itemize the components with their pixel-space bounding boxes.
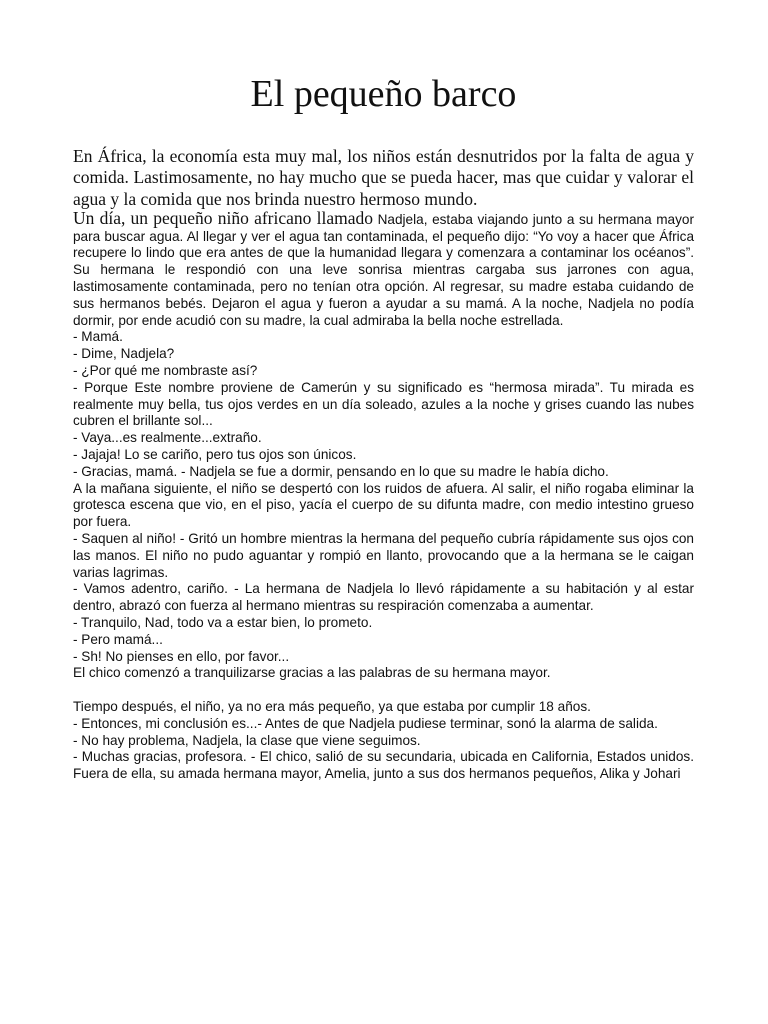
narrative-paragraph: A la mañana siguiente, el niño se despertó con los ruidos de afuera. Al salir, el niño rogaba eliminar la grotesca escena que vio, en el piso, yacía el cuerpo de su difunta madre, con medio intestino grueso por fuera. [73,480,694,530]
dialogue-line: - ¿Por qué me nombraste así? [73,363,258,379]
dialogue-line: - Pero mamá... [73,631,163,647]
narrative-paragraph: Tiempo después, el niño, ya no era más pequeño, ya que estaba por cumplir 18 años. [73,699,591,714]
dialogue-line: - Dime, Nadjela? [73,346,175,362]
narrative-paragraph: El chico comenzó a tranquilizarse gracias a las palabras de su hermana mayor. [73,665,551,681]
story-paragraph-body: Nadjela, estaba viajando junto a su hermana mayor para buscar agua. Al llegar y ver el agua tan contaminada, el pequeño dijo: “Yo voy a hacer que África recupere lo lindo que era antes de que la humanidad llegara y comenzara a contaminar los océanos”. Su hermana le respondió con una leve sonrisa mientras cargaba sus jarrones con agua, lastimosamente contaminada, pero no tenían otra opción. Al regresar, su madre estaba cuidando de sus hermanos bebés. Dejaron el agua y fueron a ayudar a su mamá. A la noche, Nadjela no podía dormir, por ende acudió con su madre, la cual admiraba la bella noche estrellada. [73,211,695,328]
dialogue-line: - Porque Este nombre proviene de Camerún y su significado es “hermosa mirada”. Tu mirada es realmente muy bella, tus ojos verdes en un día soleado, azules a la noche y grises cuando las nubes cubren el brillante sol... [73,379,694,429]
intro-paragraph: En África, la economía esta muy mal, los niños están desnutridos por la falta de agua y comida. Lastimosamente, no hay mucho que se pueda hacer, mas que cuidar y valorar el agua y la comida que nos brinda nuestro hermoso mundo. [73,146,694,209]
dialogue-line: - Mamá. [73,329,123,345]
dialogue-line: - Vamos adentro, cariño. - La hermana de Nadjela lo llevó rápidamente a su habitación y al estar dentro, abrazó con fuerza al hermano mientras su respiración comenzaba a aumentar. [73,581,694,614]
story-paragraph-lead: Un día, un pequeño niño africano llamado [73,207,373,228]
dialogue-line: - Muchas gracias, profesora. - El chico, salió de su secundaria, ubicada en California, Estados unidos. Fuera de ella, su amada hermana mayor, Amelia, junto a sus dos hermanos pequeños, Alika y Johari [73,749,694,782]
dialogue-line: - Tranquilo, Nad, todo va a estar bien, lo prometo. [73,615,373,631]
document-title: El pequeño barco [250,73,517,115]
dialogue-line: - No hay problema, Nadjela, la clase que viene seguimos. [73,732,421,748]
dialogue-line: - Gracias, mamá. - Nadjela se fue a dormir, pensando en lo que su madre le había dicho. [73,463,609,479]
dialogue-line: - Sh! No pienses en ello, por favor... [73,648,290,664]
document-page [73,0,694,783]
dialogue-line: - Jajaja! Lo se cariño, pero tus ojos son únicos. [73,447,357,463]
dialogue-line: - Saquen al niño! - Gritó un hombre mientras la hermana del pequeño cubría rápidamente sus ojos con las manos. El niño no pudo aguantar y rompió en llanto, provocando que a la hermana se le caigan varias lagrimas. [73,531,694,580]
story-lines [73,329,694,783]
dialogue-line: - Entonces, mi conclusión es...- Antes de que Nadjela pudiese terminar, sonó la alarma de salida. [73,715,658,731]
dialogue-line: - Vaya...es realmente...extraño. [73,430,262,446]
story-paragraph [73,207,695,330]
